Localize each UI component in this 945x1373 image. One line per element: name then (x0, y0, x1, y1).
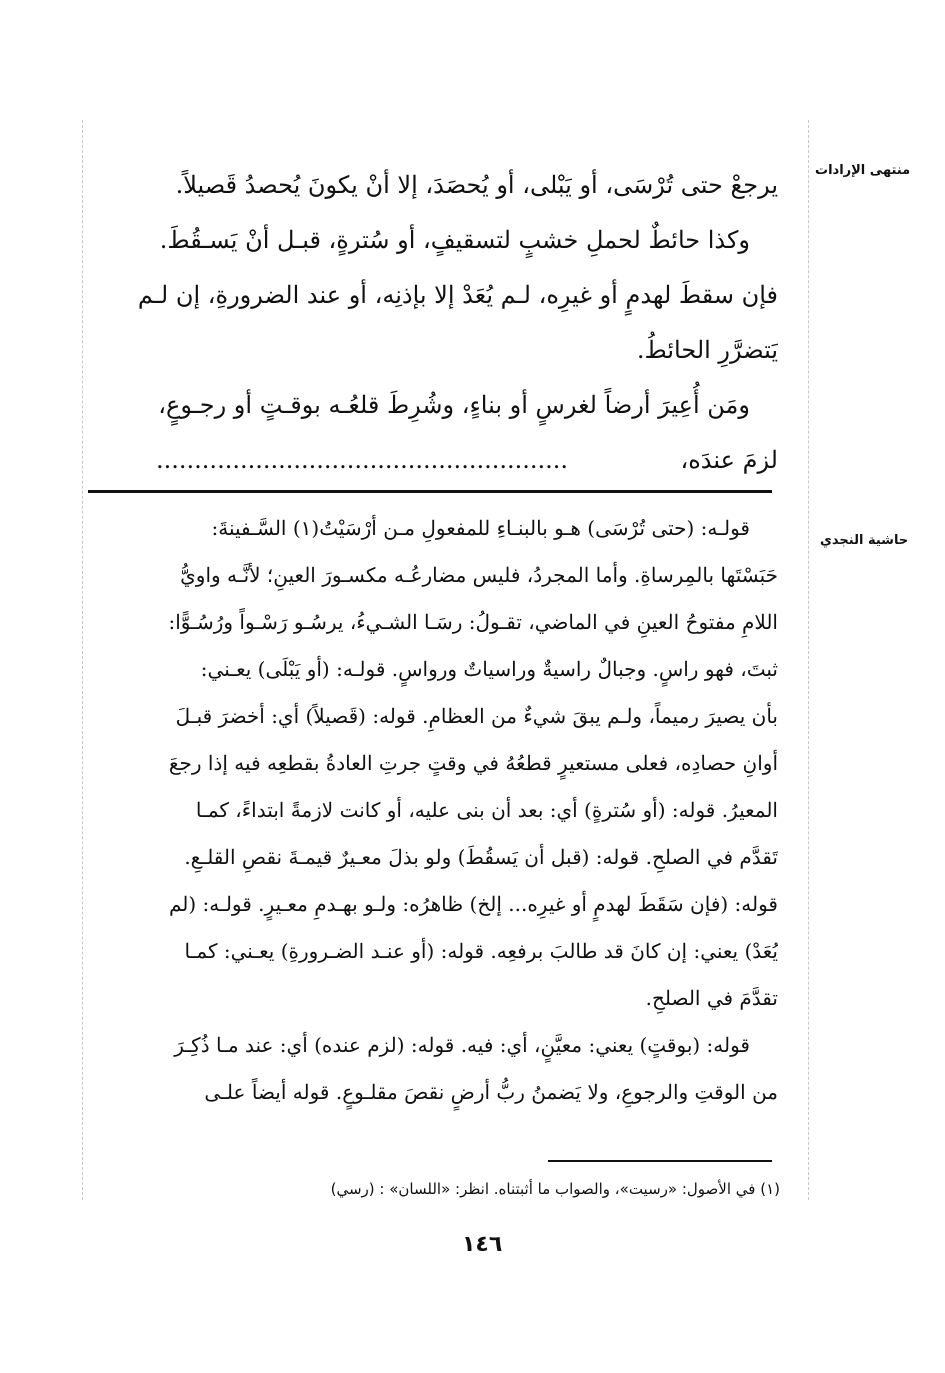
commentary-line: قوله: (فإن سَقَطَ لهدمٍ أو غيرِه... إلخ) ظاهرُه: ولـو بهـدمِ معـيرٍ. قولـه: (لم (168, 892, 778, 916)
main-text-line: فإن سقطَ لهدمٍ أو غيرِه، لـم يُعَدْ إلا بإذنِه، أو عند الضرورةِ، إن لـم (137, 281, 778, 309)
main-text-block (88, 158, 778, 433)
commentary-line: تَقدَّم في الصلحِ. قوله: (قبل أن يَسقُطَ) ولو بذلَ معـيرٌ قيمـةَ نقصِ القلـعِ. (184, 845, 778, 869)
commentary-line: قولـه: (حتى تُرْسَى) هـو بالبنـاءِ للمفعولِ مـن أرْسَيْتُ(١) السَّـفينةَ: (211, 516, 750, 540)
commentary-line: بأن يصيرَ رميماً، ولـم يبقَ شيءٌ من العظامِ. قوله: (قَصيلاً) أي: أخضرَ قبـلَ (175, 704, 778, 728)
guide-line-left (82, 120, 83, 1200)
main-text-last-line (570, 433, 778, 488)
main-text-line: وكذا حائطٌ لحملِ خشبٍ لتسقيفٍ، أو سُترةٍ، قبـل أنْ يَسـقُطَ. (159, 226, 750, 254)
margin-label-main: منتهى الإرادات (815, 163, 911, 178)
page-number: ١٤٦ (462, 1232, 503, 1257)
main-text-line: يَتضرَّرِ الحائطُ. (636, 336, 778, 364)
commentary-line: أوانِ حصادِه، فعلى مستعيرٍ قطعُهُ في وقتٍ جرتِ العادةُ بقطعِه فيه إذا رجعَ (168, 751, 778, 775)
commentary-line: حَبَسْتَها بالمِرساةِ. وأما المجردُ، فليس مضارعُـه مكسـورَ العينِ؛ لأنَّـه واويُّ (180, 563, 778, 587)
main-text-line: لزمَ عندَه، (680, 446, 778, 474)
commentary-line: تقدَّمَ في الصلحِ. (645, 986, 778, 1010)
margin-label-commentary: حاشية النجدي (820, 533, 909, 548)
footnote-divider (548, 1160, 772, 1162)
guide-line-right (808, 120, 809, 1200)
main-text-line: ومَن أُعِيرَ أرضاً لغرسٍ أو بناءٍ، وشُرِطَ قلعُـه بوقـتٍ أو رجـوعٍ، (158, 391, 750, 419)
footnote: (١) في الأصول: «رسيت»، والصواب ما أثبتناه. انظر: «اللسان» : (رسي) (330, 1180, 780, 1198)
dotted-continuation: ...................................................... (156, 446, 568, 474)
commentary-line: اللامِ مفتوحُ العينِ في الماضي، تقـولُ: رسَـا الشـيءُ، يرسُـو رَسْـواً ورُسُـوًّا: (168, 610, 778, 634)
commentary-line: يُعَدْ) يعني: إن كانَ قد طالبَ برفعِه. قوله: (أو عنـد الضـرورةِ) يعـني: كمـا (184, 939, 778, 963)
section-divider (88, 490, 772, 493)
commentary-block (88, 505, 778, 1116)
commentary-line: من الوقتِ والرجوعِ، ولا يَضمنُ ربُّ أرضٍ نقصَ مقلـوعٍ. قوله أيضاً علـى (204, 1080, 778, 1104)
commentary-line: ثبتَ، فهو راسٍ. وجبالٌ راسيةٌ وراسياتٌ ورواسٍ. قولـه: (أو يَبْلَى) يعـني: (200, 657, 778, 681)
commentary-line: قوله: (بوقتٍ) يعني: معيَّنٍ، أي: فيه. قوله: (لزم عنده) أي: عند مـا ذُكِـرَ (174, 1033, 750, 1057)
commentary-line: المعيرُ. قوله: (أو سُترةٍ) أي: بعد أن بنى عليه، أو كانت لازمةً ابتداءً، كمـا (195, 798, 778, 822)
main-text-line: يرجعْ حتى تُرْسَى، أو يَبْلى، أو يُحصَدَ، إلا أنْ يكونَ يُحصدُ قَصيلاً. (175, 171, 778, 199)
